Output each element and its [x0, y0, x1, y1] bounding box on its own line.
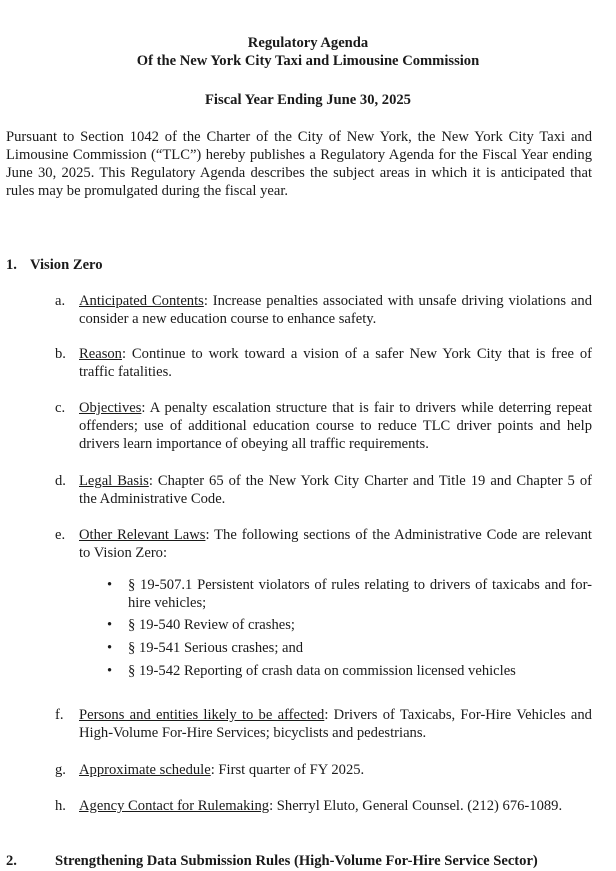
item-text	[79, 761, 592, 779]
item-text	[79, 399, 592, 453]
item-letter: h.	[55, 798, 66, 814]
document-title: Regulatory Agenda	[247, 35, 369, 51]
item-body: : Chapter 65 of the New York City Charter and Title 19 and Chapter 5 of the Administrative Code.	[79, 473, 592, 507]
bullet-icon: •	[107, 663, 113, 679]
item-label: Approximate schedule	[79, 762, 211, 778]
item-body: : Drivers of Taxicabs, For-Hire Vehicles and High-Volume For-Hire Services; bicyclists and pedestrians.	[79, 707, 592, 741]
section-2-number: 2.	[6, 853, 17, 869]
item-letter: b.	[55, 346, 66, 362]
item-letter: e.	[55, 527, 66, 543]
item-body: : A penalty escalation structure that is fair to drivers while deterring repeat offenders; use of additional education course to reduce TLC driver points and help drivers learn importance of obeying all traffic requirements.	[79, 400, 592, 452]
law-bullet	[107, 616, 592, 634]
agenda-item	[55, 526, 592, 562]
bullet-icon: •	[107, 617, 113, 633]
agenda-item	[55, 399, 592, 453]
item-label: Anticipated Contents	[79, 293, 204, 309]
bullet-text: § 19-507.1 Persistent violators of rules relating to drivers of taxicabs and for-hire vehicles;	[128, 577, 592, 611]
item-label: Persons and entities likely to be affected	[79, 707, 325, 723]
item-body: : First quarter of FY 2025.	[210, 762, 365, 778]
item-text	[79, 797, 592, 815]
law-bullet	[107, 639, 592, 657]
section-1-number: 1.	[6, 257, 17, 273]
bullet-icon: •	[107, 577, 113, 593]
item-letter: c.	[55, 400, 66, 416]
item-text	[79, 706, 592, 742]
item-body: : The following sections of the Administrative Code are relevant to Vision Zero:	[79, 527, 592, 561]
agenda-item	[55, 292, 592, 328]
bullet-icon: •	[107, 640, 113, 656]
bullet-text: § 19-542 Reporting of crash data on commission licensed vehicles	[128, 663, 516, 679]
item-text	[79, 472, 592, 508]
item-letter: g.	[55, 762, 66, 778]
document-subtitle: Of the New York City Taxi and Limousine Commission	[136, 53, 480, 69]
fiscal-year-heading: Fiscal Year Ending June 30, 2025	[205, 92, 411, 108]
bullet-text: § 19-541 Serious crashes; and	[128, 640, 304, 656]
item-letter: a.	[55, 293, 66, 309]
item-body: : Continue to work toward a vision of a safer New York City that is free of traffic fatalities.	[79, 346, 592, 380]
bullet-text: § 19-540 Review of crashes;	[128, 617, 295, 633]
section-2-heading: Strengthening Data Submission Rules (High-Volume For-Hire Service Sector)	[55, 853, 538, 869]
item-text	[79, 526, 592, 562]
section-1-heading: Vision Zero	[30, 257, 103, 273]
item-letter: d.	[55, 473, 66, 489]
item-label: Legal Basis	[79, 473, 149, 489]
agenda-item	[55, 345, 592, 381]
item-label: Objectives	[79, 400, 142, 416]
agenda-item	[55, 761, 592, 779]
agenda-item	[55, 797, 592, 815]
agenda-item	[55, 706, 592, 742]
item-text	[79, 345, 592, 381]
agenda-item	[55, 472, 592, 508]
item-label: Other Relevant Laws	[79, 527, 206, 543]
item-label: Reason	[79, 346, 122, 362]
item-letter: f.	[55, 707, 64, 723]
law-bullet	[107, 576, 592, 612]
item-text	[79, 292, 592, 328]
item-body: : Sherryl Eluto, General Counsel. (212) 676-1089.	[269, 798, 563, 814]
intro-paragraph: Pursuant to Section 1042 of the Charter of the City of New York, the New York City Taxi and Limousine Commission (“TLC”) hereby publishes a Regulatory Agenda for the Fiscal Year ending June 30, 2025. This Regulatory Agenda describes the subject areas in which it is anticipated that rules may be promulgated during the fiscal year.	[6, 129, 592, 199]
item-label: Agency Contact for Rulemaking	[79, 798, 270, 814]
item-body: : Increase penalties associated with unsafe driving violations and consider a new education course to enhance safety.	[79, 293, 592, 327]
law-bullet	[107, 662, 592, 680]
